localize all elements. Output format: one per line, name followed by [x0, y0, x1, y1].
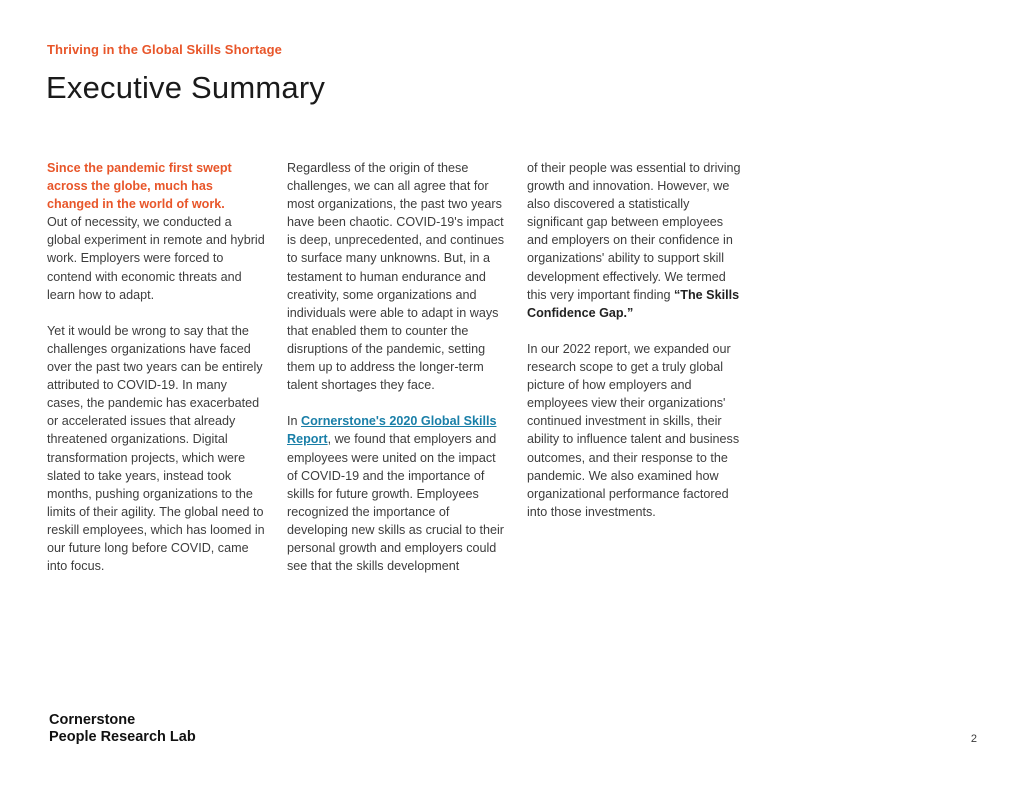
paragraph-text: Out of necessity, we conducted a global experiment in remote and hybrid work. Employers were forced to contend with economic threats and learn how to adapt.	[47, 215, 265, 302]
paragraph-text: In our 2022 report, we expanded our research scope to get a truly global picture of how employers and employees view their organizations' continued investment in skills, their ability to influence talent and business outcomes, and their response to the pandemic. We also examined how organizational performance factored into those investments.	[527, 341, 740, 519]
brand-name: Cornerstone	[49, 712, 136, 728]
brand-logo	[49, 712, 196, 746]
paragraph-prefix: In	[287, 414, 302, 429]
lead-statement: Since the pandemic first swept across the globe, much has changed in the world of work.	[47, 161, 232, 212]
page-number: 2	[970, 733, 977, 745]
paragraph-confidence-gap	[527, 159, 745, 322]
skills-confidence-gap-term: “The Skills Confidence Gap.”	[527, 287, 740, 320]
paragraph-text: Yet it would be wrong to say that the challenges organizations have faced over the past two years can be entirely attributed to COVID-19. In many cases, the pandemic has exacerbated or accelerated issues that already threatened organizations. Digital transformation projects, which were slated to take years, instead took months, pushing organizations to the limits of their agility. The global need to reskill employees, which has loomed in our future long before COVID, came into focus.	[47, 323, 265, 574]
page-title: Executive Summary	[46, 70, 326, 105]
report-kicker: Thriving in the Global Skills Shortage	[47, 42, 282, 57]
brand-subtitle: People Research Lab	[49, 729, 196, 745]
text-column-2	[287, 159, 505, 593]
paragraph-text: of their people was essential to driving growth and innovation. However, we also discovered a statistically significant gap between employees and employers on their confidence in organizations' ability to support skill development effectively. We termed this very important finding	[527, 161, 741, 302]
paragraph-intro	[47, 159, 265, 304]
paragraph-text: , we found that employers and employees were united on the impact of COVID-19 and the importance of skills for future growth. Employees recognized the importance of developing new skills as crucial to their personal growth and employers could see that the skills development	[287, 432, 504, 574]
text-column-1	[47, 159, 265, 593]
paragraph-skills-report	[287, 412, 505, 575]
text-column-3	[527, 159, 745, 539]
paragraph-text: Regardless of the origin of these challenges, we can all agree that for most organizations, the past two years have been chaotic. COVID-19's impact is deep, unprecedented, and continues to surface many unknowns. But, in a testament to human endurance and creativity, some organizations and individuals were able to adapt in ways that enabled them to counter the disruptions of the pandemic, setting them up to address the longer-term talent shortages they face.	[287, 161, 505, 393]
global-skills-report-link[interactable]: Cornerstone's 2020 Global Skills Report	[287, 414, 497, 447]
